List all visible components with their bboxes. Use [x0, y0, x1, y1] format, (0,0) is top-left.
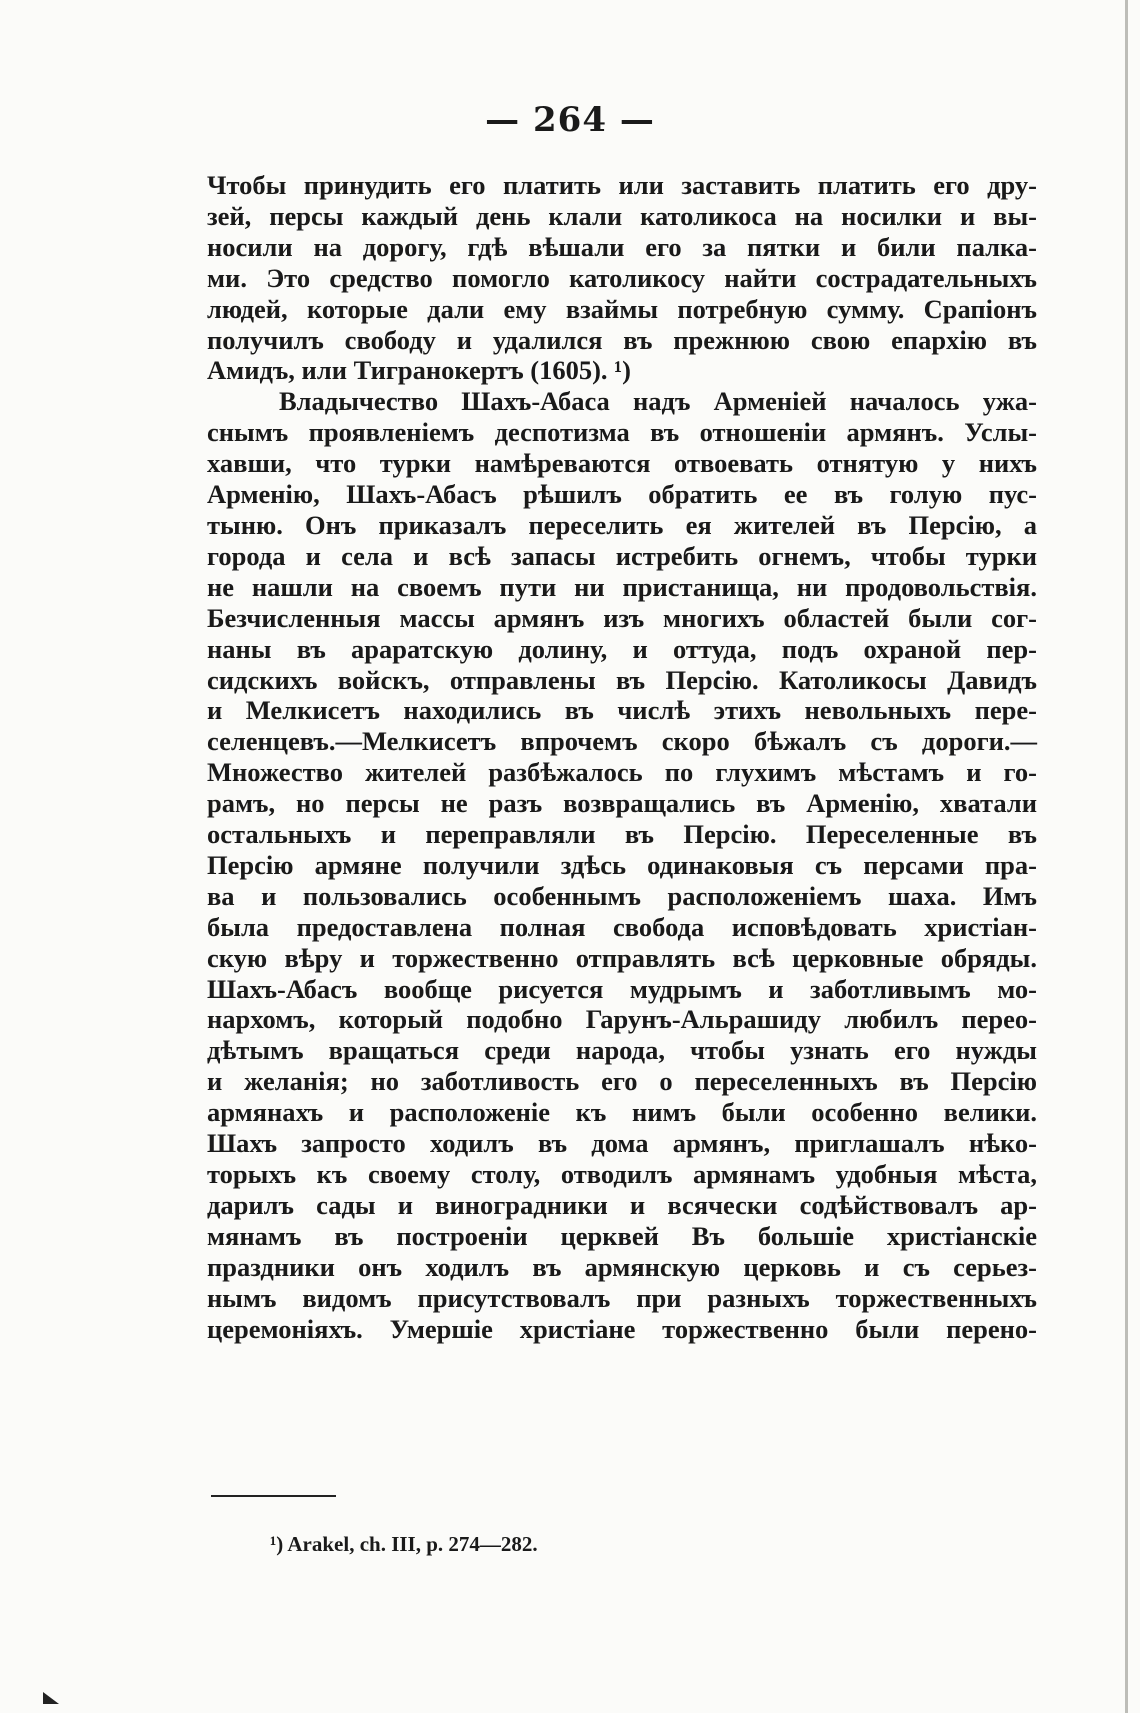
body-text [207, 170, 1037, 1344]
text-line: сидскихъ войскъ, отправлены въ Персію. Католикосы Давидъ [207, 664, 1037, 695]
text-line: зей, персы каждый день клали католикоса на носилки и вы- [207, 200, 1037, 231]
text-line: церемоніяхъ. Умершіе христіане торжественно были перено- [207, 1313, 1037, 1344]
text-line: дарилъ сады и виноградники и всячески содѣйствовалъ ар- [207, 1189, 1037, 1220]
text-line: скую вѣру и торжественно отправлять всѣ церковные обряды. [207, 942, 1037, 973]
text-line: носили на дорогу, гдѣ вѣшали его за пятки и били палка- [207, 231, 1037, 262]
text-line: дѣтымъ вращаться среди народа, чтобы узнать его нужды [207, 1035, 1037, 1066]
page-number: — 264 — [485, 100, 655, 140]
text-line: рамъ, но персы не разъ возвращались въ Арменію, хватали [207, 788, 1037, 819]
text-line: хавши, что турки намѣреваются отвоевать отнятую у нихъ [207, 448, 1037, 479]
text-line: ми. Это средство помогло католикосу найти сострадательныхъ [207, 262, 1037, 293]
text-line: Шахъ-Абасъ вообще рисуется мудрымъ и заботливымъ мо- [207, 973, 1037, 1004]
text-line: остальныхъ и переправляли въ Персію. Переселенные въ [207, 819, 1037, 850]
text-line: селенцевъ.—Мелкисетъ впрочемъ скоро бѣжалъ съ дороги.— [207, 726, 1037, 757]
paragraph [207, 170, 1037, 386]
text-line: и желанія; но заботливость его о переселенныхъ въ Персію [207, 1066, 1037, 1097]
text-line: нымъ видомъ присутствовалъ при разныхъ торжественныхъ [207, 1282, 1037, 1313]
text-line: была предоставлена полная свобода исповѣдовать христіан- [207, 911, 1037, 942]
text-line: Арменію, Шахъ-Абасъ рѣшилъ обратить ее въ голую пус- [207, 479, 1037, 510]
text-line: ва и пользовались особеннымъ расположеніемъ шаха. Имъ [207, 880, 1037, 911]
text-line: Владычество Шахъ-Абаса надъ Арменіей началось ужа- [279, 386, 1037, 417]
text-line: наны въ араратскую долину, и оттуда, подъ охраной пер- [207, 633, 1037, 664]
text-line: получилъ свободу и удалился въ прежнюю свою епархію въ [207, 324, 1037, 355]
text-line: города и села и всѣ запасы истребить огнемъ, чтобы турки [207, 540, 1037, 571]
text-line: праздники онъ ходилъ въ армянскую церковь и съ серьез- [207, 1251, 1037, 1282]
text-line: нархомъ, который подобно Гарунъ-Альрашиду любилъ переo- [207, 1004, 1037, 1035]
text-line: мянамъ въ построеніи церквей Въ большіе христіанскіе [207, 1220, 1037, 1251]
text-line: армянахъ и расположеніе къ нимъ были особенно велики. [207, 1097, 1037, 1128]
text-line: Множество жителей разбѣжалось по глухимъ мѣстамъ и го- [207, 757, 1037, 788]
text-line: снымъ проявленіемъ деспотизма въ отношеніи армянъ. Услы- [207, 417, 1037, 448]
text-line: людей, которые дали ему взаймы потребную сумму. Срапіонъ [207, 293, 1037, 324]
text-line: Персію армяне получили здѣсь одинаковыя съ персами пра- [207, 849, 1037, 880]
paragraph [207, 386, 1037, 1344]
footnote-separator [211, 1495, 336, 1497]
text-line: и Мелкисетъ находились въ числѣ этихъ невольныхъ пере- [207, 695, 1037, 726]
text-line: Чтобы принудить его платить или заставить платить его дру- [207, 170, 1037, 200]
text-line: тыню. Онъ приказалъ переселить ея жителей въ Персію, а [207, 509, 1037, 540]
text-line: Шахъ запросто ходилъ въ дома армянъ, приглашалъ нѣко- [207, 1128, 1037, 1159]
footnote: ¹) Arakel, ch. III, p. 274—282. [270, 1532, 538, 1556]
text-line: Безчисленныя массы армянъ изъ многихъ областей были сог- [207, 602, 1037, 633]
text-line: Амидъ, или Тигранокертъ (1605). ¹) [207, 355, 631, 386]
corner-arrow-icon [43, 1692, 59, 1704]
text-line: не нашли на своемъ пути ни пристанища, ни продовольствія. [207, 571, 1037, 602]
text-line: торыхъ къ своему столу, отводилъ армянамъ удобныя мѣста, [207, 1159, 1037, 1189]
page-edge [1125, 0, 1128, 1713]
